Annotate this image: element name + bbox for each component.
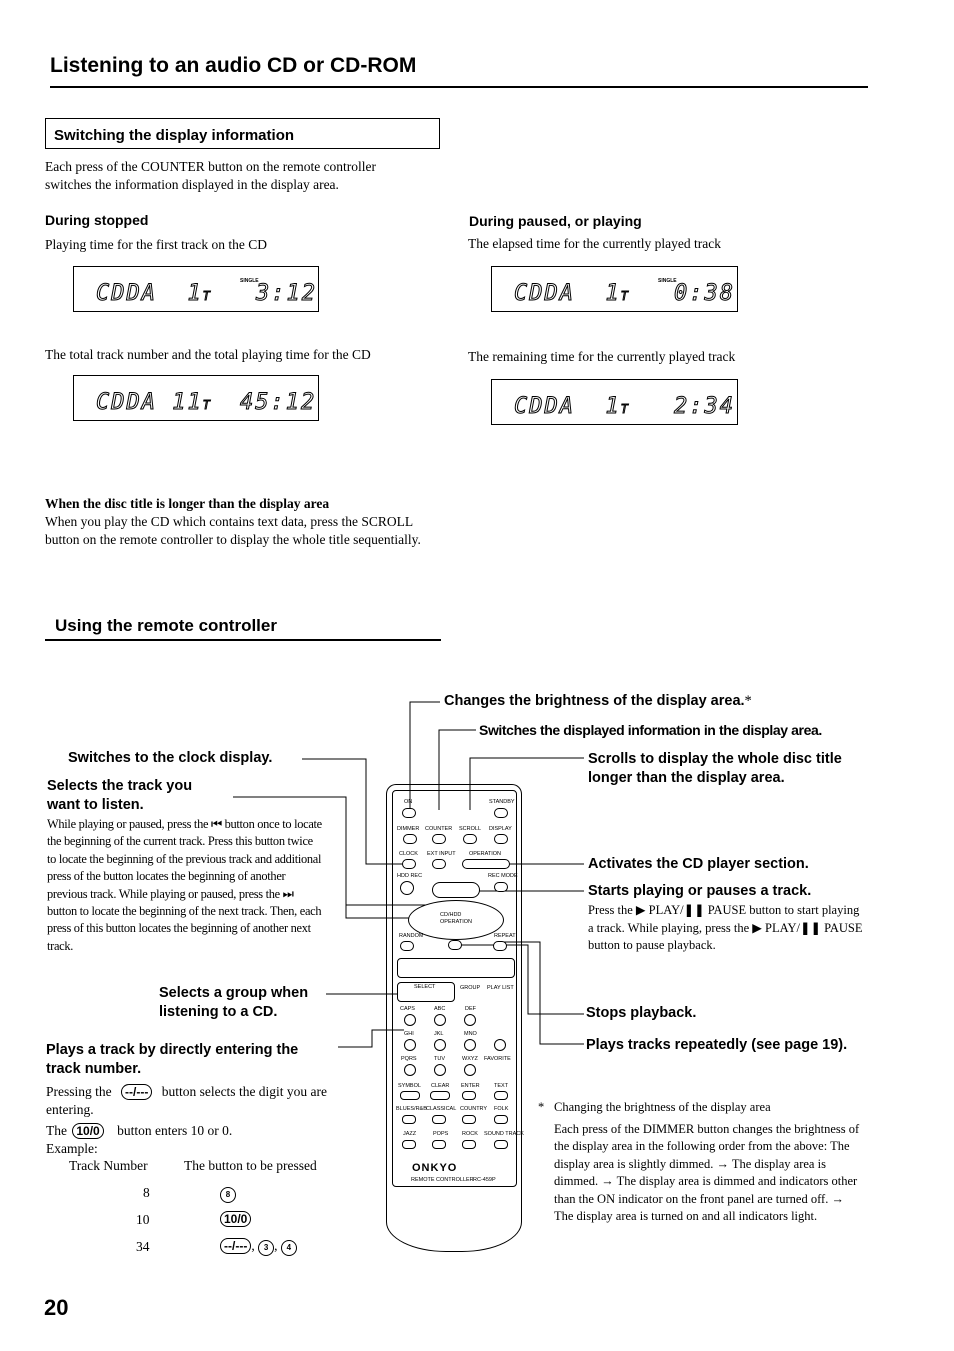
- random-button[interactable]: [400, 941, 414, 951]
- key-5-button[interactable]: [434, 1039, 446, 1051]
- key-7-button[interactable]: [404, 1064, 416, 1076]
- remote-label-clear: CLEAR: [431, 1083, 450, 1089]
- operation-button[interactable]: [462, 859, 510, 869]
- remote-label-random: RANDOM: [399, 933, 424, 939]
- remote-label-select: SELECT: [414, 984, 436, 990]
- footnote-body: Each press of the DIMMER button changes the brightness of the display area in the following order from the above: The display area is slightly dimmed. → The display area is dimmed. → The display area is dimmed and indicators other than the ON indicator on the front panel are turned off. → The display area is turned on and all indicators light.: [554, 1122, 860, 1224]
- key-1-button[interactable]: [404, 1014, 416, 1026]
- key-8-icon: 8: [220, 1187, 236, 1203]
- key-4-icon: 4: [281, 1240, 297, 1256]
- table-row-track: 34: [136, 1239, 150, 1254]
- text-button[interactable]: [494, 1091, 508, 1100]
- remote-label-tuv: TUV: [434, 1056, 445, 1062]
- remote-label-display: DISPLAY: [489, 826, 512, 832]
- display-intro: Each press of the COUNTER button on the remote controller switches the information displayed in the display area.: [45, 159, 377, 192]
- callout-repeat: Plays tracks repeatedly (see page 19).: [586, 1037, 848, 1053]
- lcd-time: 3:12: [256, 281, 317, 306]
- remote-label-clock: CLOCK: [399, 851, 418, 857]
- callout-play-pause-heading: Starts playing or pauses a track.: [588, 883, 812, 899]
- remote-label-favorite: FAVORITE: [484, 1056, 511, 1062]
- callout-track-select-heading: Selects the track you want to listen.: [47, 778, 193, 813]
- remote-label-country: COUNTRY: [460, 1106, 488, 1112]
- key-3-button[interactable]: [464, 1014, 476, 1026]
- callout-brightness: Changes the brightness of the display area.*: [444, 693, 752, 709]
- key-3-icon: 3: [258, 1240, 274, 1256]
- key-8-button[interactable]: [434, 1064, 446, 1076]
- remote-label-folk: FOLK: [494, 1106, 509, 1112]
- callout-clock: Switches to the clock display.: [68, 750, 273, 766]
- onkyo-logo: ONKYO: [412, 1162, 458, 1174]
- remote-label-counter: COUNTER: [425, 826, 453, 832]
- callout-track-select-body: While playing or paused, press the ⏮ button once to locate the beginning of the current track. Press this button twice to locate the beginning of the previous track and additional press of the button locates the beginning of another previous track. While playing or paused, press the ⏭ button to locate the beginning of the next track. Then, each press of this button locates the beginning of another next track.: [47, 817, 322, 953]
- key-9-button[interactable]: [464, 1064, 476, 1076]
- enter-button[interactable]: [462, 1091, 476, 1100]
- table-header-button: The button to be pressed: [184, 1158, 317, 1173]
- remote-label-classical: CLASSICAL: [426, 1106, 457, 1112]
- example-label: Example:: [46, 1141, 98, 1156]
- remote-label-ghi: GHI: [404, 1031, 414, 1037]
- key-2-button[interactable]: [434, 1014, 446, 1026]
- remote-label-caps: CAPS: [400, 1006, 415, 1012]
- callout-group: Selects a group when listening to a CD.: [159, 985, 309, 1020]
- callout-stops: Stops playback.: [586, 1005, 697, 1021]
- remote-label-blues: BLUES/R&B: [396, 1106, 427, 1112]
- page-title: Listening to an audio CD or CD-ROM: [50, 54, 417, 77]
- ten-zero-key-icon: 10/0: [72, 1123, 103, 1139]
- display-section-heading: Switching the display information: [54, 127, 295, 144]
- jazz-button[interactable]: [402, 1140, 416, 1149]
- scroll-button[interactable]: [463, 834, 477, 844]
- callout-scroll: Scrolls to display the whole disc title longer than the display area.: [588, 751, 842, 786]
- playing-heading: During paused, or playing: [469, 213, 642, 229]
- remote-label-pqrs: PQRS: [401, 1056, 417, 1062]
- long-title-heading: When the disc title is longer than the display area: [45, 496, 330, 511]
- remote-label-text: TEXT: [494, 1083, 509, 1089]
- rec-mode-button[interactable]: [494, 882, 508, 892]
- single-indicator: SINGLE: [658, 278, 677, 284]
- footnote-star: *: [538, 1100, 545, 1114]
- table-row-buttons: [220, 1184, 236, 1203]
- remote-label-operation2: OPERATION: [440, 919, 472, 925]
- callout-play-pause-body: Press the ▶ PLAY/❚❚ PAUSE button to start playing a track. While playing, press the ▶ PLAY/❚❚ PAUSE button to pause playback.: [588, 903, 863, 953]
- standby-button[interactable]: [494, 808, 508, 818]
- stopped-desc2: The total track number and the total playing time for the CD: [45, 347, 371, 362]
- table-header-track: Track Number: [69, 1158, 148, 1173]
- remote-label-jkl: JKL: [434, 1031, 444, 1037]
- display-button[interactable]: [494, 834, 508, 844]
- lcd-time: 0:38: [674, 281, 735, 306]
- remote-label-rock: ROCK: [462, 1131, 478, 1137]
- playing-desc1: The elapsed time for the currently played track: [468, 236, 722, 251]
- ten-zero-button[interactable]: [430, 1091, 450, 1100]
- table-row-track: 10: [136, 1212, 150, 1227]
- remote-label-enter: ENTER: [461, 1083, 480, 1089]
- remote-label-symbol: SYMBOL: [398, 1083, 421, 1089]
- lcd-text: CDDA 1T: [514, 394, 630, 419]
- callout-activates: Activates the CD player section.: [588, 856, 809, 872]
- page-number: 20: [44, 1295, 69, 1320]
- dimmer-button[interactable]: [403, 834, 417, 844]
- ext-input-button[interactable]: [432, 859, 446, 869]
- rock-button[interactable]: [462, 1140, 476, 1149]
- remote-label-dimmer: DIMMER: [397, 826, 420, 832]
- search-buttons-row[interactable]: [397, 958, 515, 978]
- hdd-rec-button[interactable]: [400, 881, 414, 895]
- pops-button[interactable]: [432, 1140, 446, 1149]
- direct-entry-para2: The 10/0 button enters 10 or 0.: [46, 1123, 233, 1138]
- remote-label-jazz: JAZZ: [403, 1131, 417, 1137]
- stop-button[interactable]: [448, 940, 462, 950]
- repeat-button[interactable]: [493, 941, 507, 951]
- classical-button[interactable]: [432, 1115, 446, 1124]
- remote-label-model-a: REMOTE CONTROLLER: [411, 1177, 474, 1183]
- remote-label-on: ON: [404, 799, 413, 805]
- remote-label-standby: STANDBY: [489, 799, 515, 805]
- remote-label-hdd-rec: HDD REC: [397, 873, 423, 879]
- lcd-text: CDDA 11T: [96, 390, 212, 415]
- ten-zero-key-icon: 10/0: [220, 1211, 251, 1227]
- remote-section-heading: Using the remote controller: [55, 616, 277, 635]
- folk-button[interactable]: [494, 1115, 508, 1124]
- counter-button[interactable]: [432, 834, 446, 844]
- blues-button[interactable]: [402, 1115, 416, 1124]
- on-button[interactable]: [402, 808, 416, 818]
- remote-label-play-list: PLAY LIST: [487, 985, 514, 991]
- clock-button[interactable]: [402, 859, 416, 869]
- remote-label-def: DEF: [465, 1006, 476, 1012]
- play-pause-button[interactable]: [432, 882, 480, 898]
- favorite-button[interactable]: [494, 1039, 506, 1051]
- lcd-time: 2:34: [674, 394, 735, 419]
- country-button[interactable]: [462, 1115, 476, 1124]
- digit-select-key-icon: --/---: [121, 1084, 152, 1100]
- single-indicator: SINGLE: [240, 278, 259, 284]
- callout-switches-info: Switches the displayed information in the display area.: [479, 722, 822, 738]
- remote-label-mno: MNO: [464, 1031, 477, 1037]
- direct-entry-para1: Pressing the --/--- button selects the digit you are entering.: [46, 1084, 328, 1117]
- remote-label-cd-hdd: CD/HDD: [440, 912, 462, 918]
- table-row-buttons: [220, 1210, 251, 1228]
- key-6-button[interactable]: [464, 1039, 476, 1051]
- remote-label-soundtrack: SOUND TRACK: [484, 1131, 524, 1137]
- remote-label-abc: ABC: [434, 1006, 446, 1012]
- remote-label-scroll: SCROLL: [459, 826, 482, 832]
- callout-direct-heading: Plays a track by directly entering the track number.: [46, 1042, 299, 1077]
- lcd-text: CDDA 1T: [96, 281, 212, 306]
- key-4-button[interactable]: [404, 1039, 416, 1051]
- lcd-time: 45:12: [240, 390, 317, 415]
- soundtrack-button[interactable]: [494, 1140, 508, 1149]
- digit-select-key-icon: --/---: [220, 1238, 251, 1254]
- remote-label-wxyz: WXYZ: [462, 1056, 478, 1062]
- playing-desc2: The remaining time for the currently played track: [468, 349, 736, 364]
- remote-label-repeat: REPEAT: [494, 933, 516, 939]
- stopped-heading: During stopped: [45, 212, 149, 228]
- remote-label-operation: OPERATION: [469, 851, 501, 857]
- remote-label-model-b: RC-459P: [473, 1177, 496, 1183]
- remote-label-group: GROUP: [460, 985, 481, 991]
- table-row-track: 8: [143, 1185, 150, 1200]
- remote-label-rec-mode: REC MODE: [488, 873, 518, 879]
- long-title-body: When you play the CD which contains text data, press the SCROLL button on the remote controller to display the whole title sequentially.: [45, 514, 421, 547]
- digit-select-button[interactable]: [400, 1091, 420, 1100]
- table-row-buttons: --/--- , 3 , 4: [220, 1237, 297, 1256]
- stopped-desc1: Playing time for the first track on the CD: [45, 237, 267, 252]
- footnote-title: Changing the brightness of the display area: [554, 1100, 771, 1114]
- remote-label-pops: POPS: [433, 1131, 449, 1137]
- lcd-text: CDDA 1T: [514, 281, 630, 306]
- remote-label-ext-input: EXT INPUT: [427, 851, 456, 857]
